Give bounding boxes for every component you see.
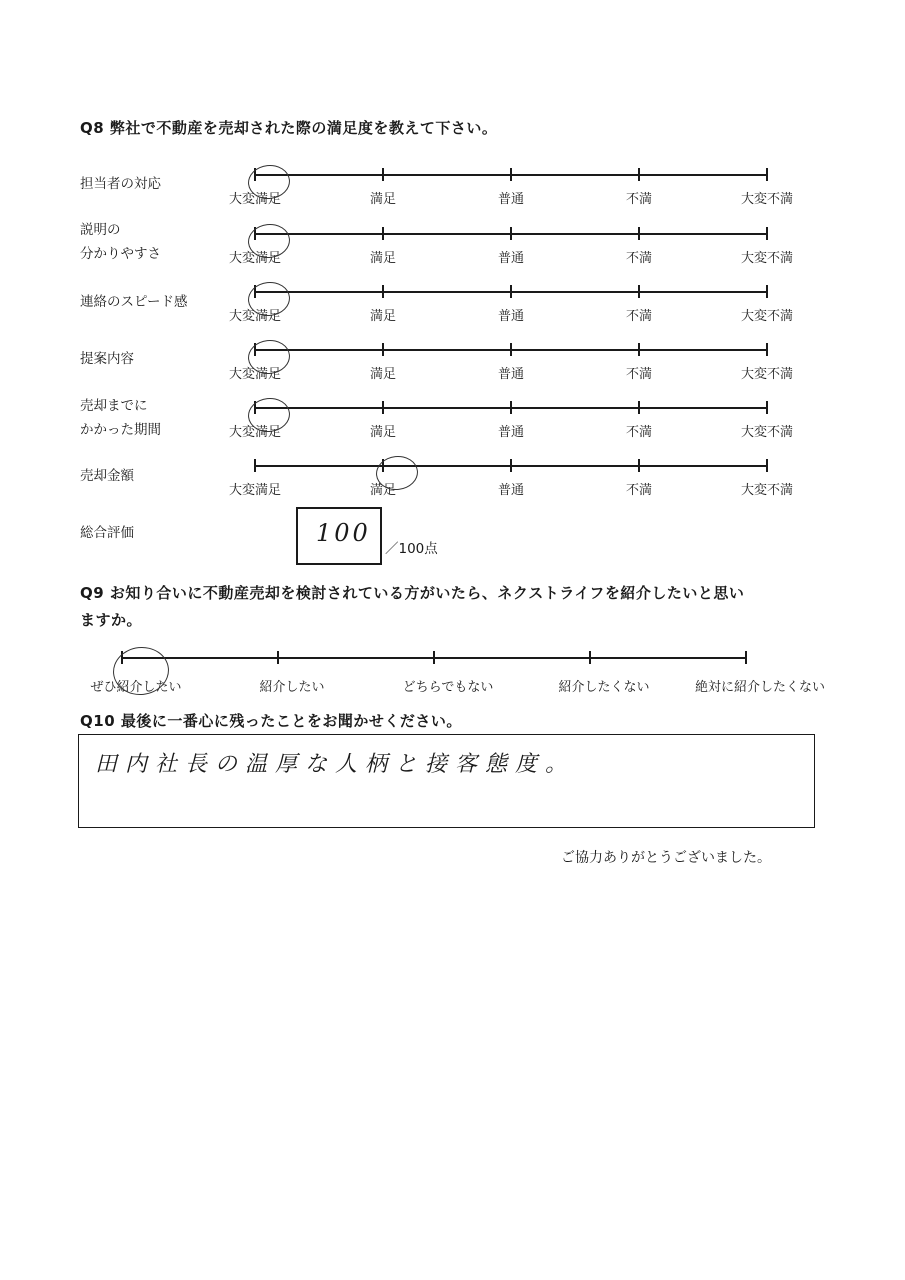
q10-title: Q10 最後に一番心に残ったことをお聞かせください。 (80, 712, 462, 730)
q9-scale-tick[interactable] (745, 651, 747, 664)
q8-scale-tick[interactable] (638, 168, 640, 181)
q8-row-label: 売却金額 (80, 468, 134, 484)
q8-option-label[interactable]: 満足 (369, 425, 397, 440)
q8-option-label[interactable]: 満足 (369, 309, 397, 324)
q8-scale-tick[interactable] (766, 343, 768, 356)
overall-label: 総合評価 (80, 525, 134, 541)
q9-scale-tick[interactable] (433, 651, 435, 664)
q8-option-label[interactable]: 満足 (369, 192, 397, 207)
q8-row-label: 連絡のスピード感 (80, 294, 188, 310)
q9-title: Q9 お知り合いに不動産売却を検討されている方がいたら、ネクストライフを紹介したいと思い ますか。 (80, 584, 745, 629)
q8-scale-tick[interactable] (382, 227, 384, 240)
q9-option-label[interactable]: 絶対に紹介したくない (694, 680, 826, 695)
q8-option-label[interactable]: 大変満足 (228, 192, 282, 207)
q8-option-label[interactable]: 普通 (497, 367, 525, 382)
q8-option-label[interactable]: 不満 (625, 367, 653, 382)
q8-option-label[interactable]: 不満 (625, 192, 653, 207)
q8-option-label[interactable]: 普通 (497, 251, 525, 266)
q8-scale-tick[interactable] (382, 401, 384, 414)
q8-scale-tick[interactable] (510, 227, 512, 240)
q9-option-label[interactable]: どちらでもない (402, 680, 494, 695)
q8-scale-tick[interactable] (382, 168, 384, 181)
q8-option-label[interactable]: 大変不満 (740, 309, 794, 324)
q8-scale-tick[interactable] (382, 285, 384, 298)
q8-row-label: 提案内容 (80, 351, 134, 367)
q8-option-label[interactable]: 大変不満 (740, 192, 794, 207)
q8-option-label[interactable]: 普通 (497, 425, 525, 440)
overall-score-box[interactable] (296, 507, 382, 565)
q8-option-label[interactable]: 不満 (625, 483, 653, 498)
q8-scale-tick[interactable] (382, 343, 384, 356)
q8-scale-tick[interactable] (766, 168, 768, 181)
q8-scale-tick[interactable] (254, 459, 256, 472)
q8-option-label[interactable]: 不満 (625, 309, 653, 324)
q8-option-label[interactable]: 大変満足 (228, 367, 282, 382)
q8-option-label[interactable]: 満足 (369, 251, 397, 266)
q8-scale-tick[interactable] (766, 401, 768, 414)
q8-option-label[interactable]: 満足 (369, 367, 397, 382)
q8-option-label[interactable]: 普通 (497, 192, 525, 207)
q9-option-label[interactable]: 紹介したくない (558, 680, 650, 695)
q8-option-label[interactable]: 満足 (369, 483, 397, 498)
q9-scale-tick[interactable] (277, 651, 279, 664)
q8-scale-tick[interactable] (638, 285, 640, 298)
q8-scale-tick[interactable] (766, 285, 768, 298)
q8-option-label[interactable]: 大変不満 (740, 251, 794, 266)
q9-option-label[interactable]: 紹介したい (259, 680, 325, 695)
q8-option-label[interactable]: 大変満足 (228, 309, 282, 324)
q8-row-label: 担当者の対応 (80, 176, 161, 192)
overall-score-value: 100 (316, 519, 371, 547)
q8-option-label[interactable]: 不満 (625, 425, 653, 440)
q8-scale-tick[interactable] (638, 459, 640, 472)
q8-scale-tick[interactable] (766, 459, 768, 472)
q8-scale-tick[interactable] (766, 227, 768, 240)
q8-option-label[interactable]: 不満 (625, 251, 653, 266)
q8-scale-tick[interactable] (510, 168, 512, 181)
q8-scale-tick[interactable] (638, 401, 640, 414)
q8-option-label[interactable]: 大変不満 (740, 425, 794, 440)
q10-answer-box[interactable] (78, 734, 815, 828)
q8-scale-tick[interactable] (638, 227, 640, 240)
q10-answer-text: 田内社長の温厚な人柄と接客態度。 (95, 752, 576, 777)
q8-option-label[interactable]: 普通 (497, 483, 525, 498)
q8-option-label[interactable]: 大変満足 (228, 251, 282, 266)
q8-scale-tick[interactable] (510, 285, 512, 298)
q8-option-label[interactable]: 大変満足 (228, 425, 282, 440)
q8-row-label: 説明の 分かりやすさ (80, 222, 161, 262)
q8-option-label[interactable]: 大変不満 (740, 483, 794, 498)
q8-scale-tick[interactable] (638, 343, 640, 356)
q9-option-label[interactable]: ぜひ紹介したい (90, 680, 182, 695)
overall-score-suffix: ／100点 (385, 541, 438, 557)
q8-title: Q8 弊社で不動産を売却された際の満足度を教えて下さい。 (80, 119, 498, 137)
q8-scale-tick[interactable] (510, 459, 512, 472)
q9-scale-tick[interactable] (589, 651, 591, 664)
q8-option-label[interactable]: 大変満足 (228, 483, 282, 498)
q8-scale-tick[interactable] (510, 343, 512, 356)
q8-scale-tick[interactable] (510, 401, 512, 414)
closing-message: ご協力ありがとうございました。 (561, 850, 771, 866)
q8-option-label[interactable]: 大変不満 (740, 367, 794, 382)
q8-row-label: 売却までに かかった期間 (80, 398, 161, 438)
q8-option-label[interactable]: 普通 (497, 309, 525, 324)
